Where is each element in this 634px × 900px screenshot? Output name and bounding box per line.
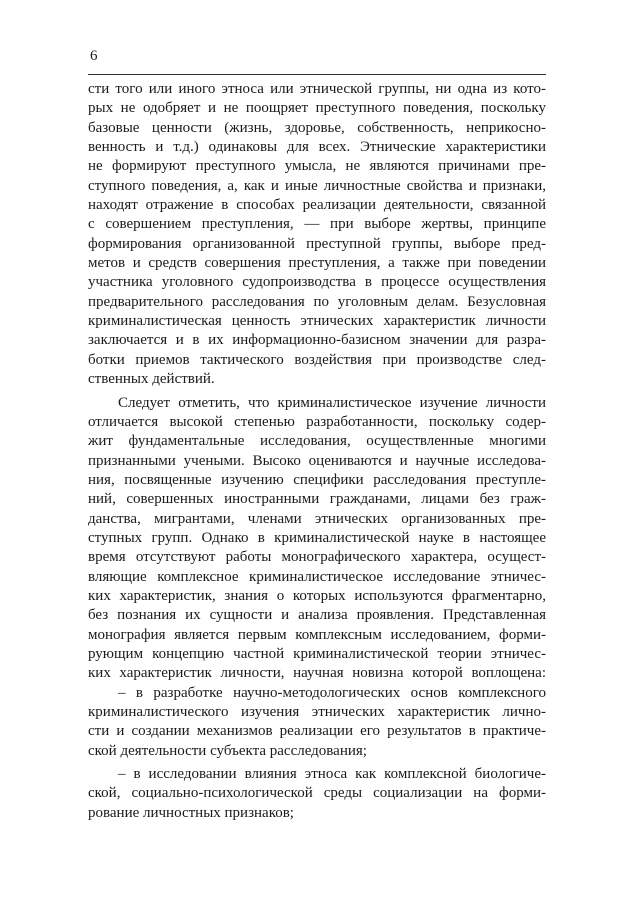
text-line: ких характеристик, знания о которых используются фрагментарно, [88, 587, 546, 604]
page-number: 6 [90, 48, 98, 64]
list-item [88, 765, 546, 823]
text-line: монография является первым комплексным исследованием, форми- [88, 626, 546, 643]
text-line: сти и создании механизмов реализации его результатов в практиче- [88, 723, 546, 740]
text-line: участника уголовного судопроизводства в процессе осуществления [88, 274, 546, 291]
text-line: венность и т.д.) одинаковы для всех. Этнические характеристики [88, 139, 546, 156]
text-line: ской, социально-психологической среды социализации на форми- [88, 785, 546, 802]
text-line: находят отражение в способах реализации деятельности, связанной [88, 197, 546, 214]
text-line: заключается и в их информационно-базисном значении для разра- [88, 332, 546, 349]
text-line: рующим концепцию частной криминалистической теории этничес- [88, 645, 546, 662]
text-line: жит фундаментальные исследования, осуществленные многими [88, 433, 546, 450]
text-line: признанными учеными. Высоко оцениваются и научные исследова- [88, 452, 546, 469]
text-line: – в разработке научно-методологических основ комплексного [118, 684, 546, 701]
text-line: рование личностных признаков; [88, 804, 294, 821]
text-line: не формируют преступного умысла, не являются причинами пре- [88, 158, 546, 175]
header-rule [88, 74, 546, 75]
text-line: ботки приемов тактического воздействия при производстве след- [88, 351, 546, 368]
text-line: ственных действий. [88, 371, 215, 388]
text-line: ской деятельности субъекта расследования; [88, 742, 367, 759]
text-line: ступных групп. Однако в криминалистической науке в настоящее [88, 529, 546, 546]
text-line: формирования организованной преступной группы, выборе пред- [88, 235, 546, 252]
text-line: криминалистического изучения этнических характеристик лично- [88, 704, 546, 720]
text-line: отличается высокой степенью разработанности, поскольку содер- [88, 413, 546, 430]
text-line: базовые ценности (жизнь, здоровье, собственность, неприкосно- [88, 119, 546, 136]
text-line: ступного поведения, а, как и иные личностные свойства и признаки, [88, 177, 546, 194]
text-line: – в исследовании влияния этноса как комплексной биологиче- [118, 766, 546, 783]
text-line: ких характеристик личности, научная новизна которой воплощена: [88, 665, 546, 682]
text-line: с совершением преступления, — при выборе жертвы, принципе [88, 216, 546, 233]
text-line: рых не одобряет и не поощряет преступного поведения, поскольку [88, 100, 546, 117]
paragraph [88, 394, 546, 684]
text-line: криминалистическая ценность этнических характеристик личности [88, 313, 546, 330]
text-line: Следует отметить, что криминалистическое изучение личности [118, 394, 546, 411]
text-line: метов и средств совершения преступления, а также при поведении [88, 255, 546, 272]
text-line: время отсутствуют работы монографического характера, осущест- [88, 549, 546, 566]
text-line: вляющие комплексное криминалистическое исследование этничес- [88, 568, 546, 585]
paragraph [88, 80, 546, 390]
text-line: сти того или иного этноса или этнической группы, ни одна из кото- [88, 81, 546, 97]
text-line: ний, совершенных иностранными гражданами, лицами без граж- [88, 491, 546, 508]
text-line: предварительного расследования по уголовным делам. Безусловная [88, 293, 546, 310]
text-line: без познания их сущности и анализа проявления. Представленная [88, 607, 546, 624]
text-line: ния, посвященные изучению специфики расследования преступле- [88, 471, 546, 488]
body-text [88, 80, 546, 823]
text-line: данства, мигрантами, членами этнических организованных пре- [88, 510, 546, 527]
list-item [88, 684, 546, 761]
